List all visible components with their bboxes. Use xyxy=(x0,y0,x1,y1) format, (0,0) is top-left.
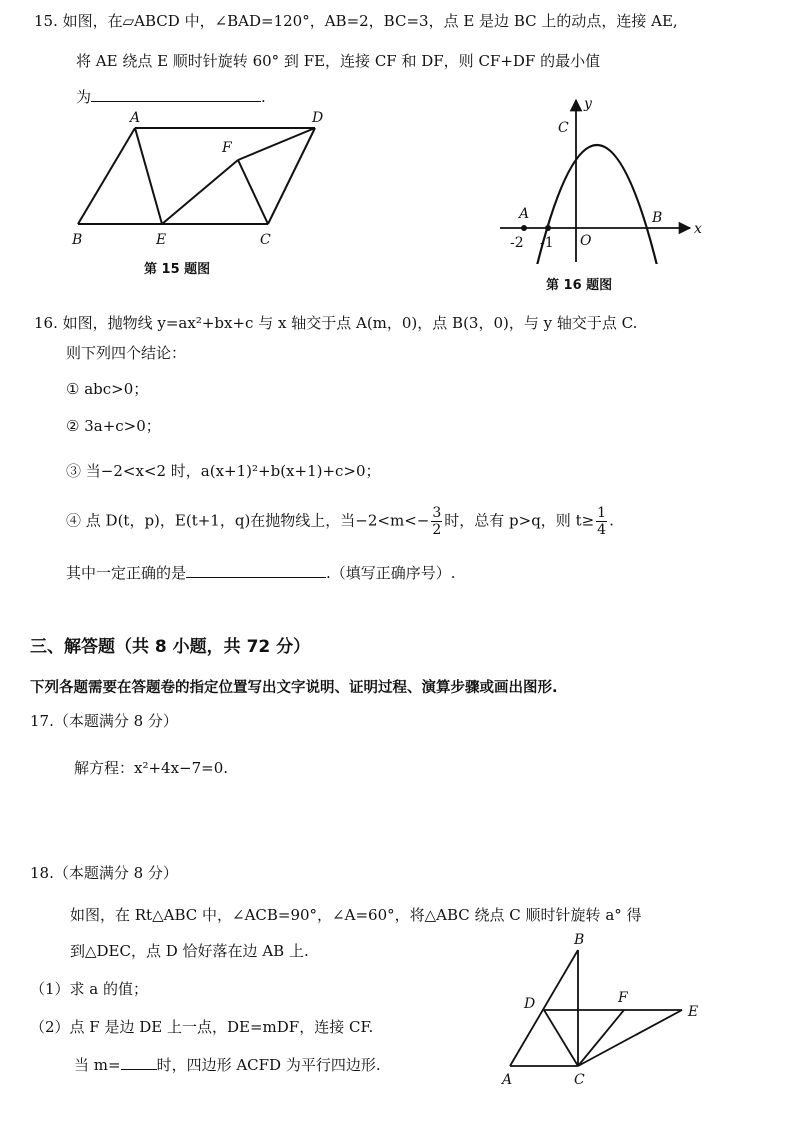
section-3-title: 三、解答题（共 8 小题，共 72 分） xyxy=(30,637,311,657)
q16-item4-fraction-1 xyxy=(431,506,442,537)
q16-point-a xyxy=(521,225,527,231)
q15-label-b: B xyxy=(72,232,83,248)
q15-line3 xyxy=(76,86,266,107)
q15-figure xyxy=(60,108,340,250)
q16-item4-frac2-den: 4 xyxy=(597,522,607,538)
q18-label-f: F xyxy=(618,990,628,1006)
q15-seg-ae xyxy=(135,128,162,224)
q17-header: 17.（本题满分 8 分） xyxy=(30,712,178,730)
q15-label-a: A xyxy=(130,110,141,126)
q16-answer-blank xyxy=(186,576,326,578)
q16-label-y: y xyxy=(584,96,592,112)
q16-item4-frac2-num: 1 xyxy=(597,505,607,521)
q16-answer-prefix: 其中一定正确的是 xyxy=(66,564,187,582)
q15-label-f: F xyxy=(222,140,232,156)
q18-label-a: A xyxy=(502,1072,513,1088)
q15-seg-ef xyxy=(162,160,238,224)
q16-item-4 xyxy=(66,506,614,537)
q16-item4-fraction-2 xyxy=(596,506,607,537)
q16-label-b: B xyxy=(652,210,663,226)
q16-item-3: ③ 当−2<x<2 时，a(x+1)²+b(x+1)+c>0； xyxy=(66,462,381,480)
q18-part2: （2）点 F 是边 DE 上一点，DE=mDF，连接 CF. xyxy=(30,1018,374,1036)
q16-item-2: ② 3a+c>0； xyxy=(66,417,161,435)
q18-seg-dc xyxy=(544,1010,578,1066)
q16-item4-middle: 时，总有 p>q，则 t≥ xyxy=(444,511,595,530)
q16-figure xyxy=(496,92,716,264)
q16-caption: 第 16 题图 xyxy=(546,278,613,293)
q18-label-d: D xyxy=(524,996,536,1012)
q16-answer-line xyxy=(66,562,456,583)
q15-label-d: D xyxy=(312,110,324,126)
q15-answer-blank xyxy=(91,100,261,102)
q16-point-neg1 xyxy=(545,225,551,231)
q15-seg-fd xyxy=(238,128,315,160)
q16-label-o: O xyxy=(580,233,592,249)
q15-seg-fc xyxy=(238,160,268,224)
q18-part1: （1）求 a 的值； xyxy=(30,980,149,998)
q18-line1: 如图，在 Rt△ABC 中，∠ACB=90°，∠A=60°，将△ABC 绕点 C 顺时针旋转 a° 得 xyxy=(70,906,642,924)
q17-body: 解方程：x²+4x−7=0. xyxy=(74,759,229,777)
q18-part3-prefix: 当 m= xyxy=(74,1056,121,1074)
q18-part3-suffix: 时，四边形 ACFD 为平行四边形. xyxy=(156,1056,381,1074)
q18-part3 xyxy=(74,1054,381,1075)
q18-answer-blank xyxy=(121,1068,157,1070)
section-3-instruction: 下列各题需要在答题卷的指定位置写出文字说明、证明过程、演算步骤或画出图形. xyxy=(30,680,558,696)
q16-label-c: C xyxy=(558,120,569,136)
q15-answer-prefix: 为 xyxy=(76,88,92,106)
q18-seg-ce xyxy=(578,1010,682,1066)
q16-line1: 16. 如图，抛物线 y=ax²+bx+c 与 x 轴交于点 A(m，0)，点 B(3，0)，与 y 轴交于点 C. xyxy=(34,314,638,332)
q16-answer-suffix: .（填写正确序号）. xyxy=(326,564,456,582)
q16-item-1: ① abc>0； xyxy=(66,380,149,398)
q18-figure xyxy=(490,928,720,1093)
q16-label-neg2: -2 xyxy=(510,235,524,251)
q15-seg-cd xyxy=(268,128,315,224)
q15-caption: 第 15 题图 xyxy=(144,262,211,277)
q16-label-neg1: -1 xyxy=(540,235,554,251)
q16-line2: 则下列四个结论： xyxy=(66,344,187,362)
q18-seg-cf xyxy=(578,1010,624,1066)
q16-item4-prefix: ④ 点 D(t，p)，E(t+1，q)在抛物线上，当−2<m<− xyxy=(66,511,430,530)
q15-label-c: C xyxy=(260,232,271,248)
q15-label-e: E xyxy=(156,232,167,248)
q15-seg-ab xyxy=(78,128,135,224)
q16-item4-suffix: . xyxy=(609,511,614,530)
q18-label-b: B xyxy=(574,932,585,948)
q18-label-e: E xyxy=(688,1004,699,1020)
q18-line2: 到△DEC，点 D 恰好落在边 AB 上. xyxy=(70,942,309,960)
q18-header: 18.（本题满分 8 分） xyxy=(30,864,178,882)
q15-line2: 将 AE 绕点 E 顺时针旋转 60° 到 FE，连接 CF 和 DF，则 CF+DF 的最小值 xyxy=(76,52,601,70)
q16-item4-frac1-den: 2 xyxy=(432,522,442,538)
q15-answer-suffix: . xyxy=(261,88,266,106)
q15-line1: 15. 如图，在▱ABCD 中，∠BAD=120°，AB=2，BC=3，点 E 是边 BC 上的动点，连接 AE, xyxy=(34,12,678,30)
q18-label-c: C xyxy=(574,1072,585,1088)
q16-label-a: A xyxy=(519,206,530,222)
q16-label-x: x xyxy=(694,221,702,237)
q16-item4-frac1-num: 3 xyxy=(432,505,442,521)
